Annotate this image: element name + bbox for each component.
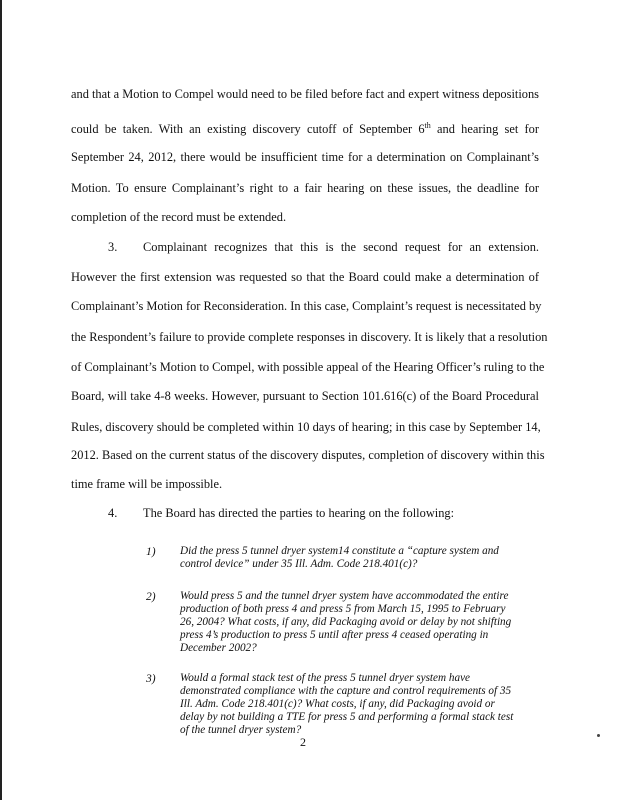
ordinal-suffix: th <box>424 121 431 130</box>
body-line: September 24, 2012, there would be insufficient time for a determination on Complainant’s <box>71 150 539 164</box>
body-line: Motion. To ensure Complainant’s right to a fair hearing on these issues, the deadline for <box>71 181 539 195</box>
question-number: 2) <box>146 591 156 603</box>
question-line: December 2002? <box>180 642 257 654</box>
question-line: Would a formal stack test of the press 5 tunnel dryer system have <box>180 672 471 684</box>
body-line: However the first extension was requested so that the Board could make a determination of <box>71 270 539 284</box>
question-line: Did the press 5 tunnel dryer system14 constitute a “capture system and <box>180 545 499 557</box>
page-number: 2 <box>300 735 306 749</box>
question-line: press 4’s production to press 5 until after press 4 ceased operating in <box>180 629 489 641</box>
question-line: demonstrated compliance with the capture and control requirements of 35 <box>180 685 512 697</box>
question-line: control device” under 35 Ill. Adm. Code 218.401(c)? <box>180 558 418 570</box>
question-number: 3) <box>146 673 156 685</box>
question-line: production of both press 4 and press 5 from March 15, 1995 to February <box>180 603 506 615</box>
body-line: Board, will take 4-8 weeks. However, pursuant to Section 101.616(c) of the Board Procedural <box>71 389 539 403</box>
body-line: time frame will be impossible. <box>71 477 223 491</box>
body-line: the Respondent’s failure to provide complete responses in discovery. It is likely that a resolution <box>71 330 548 344</box>
body-line: and that a Motion to Compel would need to be filed before fact and expert witness depositions <box>71 87 539 101</box>
question-number: 1) <box>146 546 156 558</box>
body-line: Complainant recognizes that this is the second request for an extension. <box>143 240 539 254</box>
question-line: of the tunnel dryer system? <box>180 724 302 736</box>
question-line: Would press 5 and the tunnel dryer system have accommodated the entire <box>180 590 509 602</box>
body-line: could be taken. With an existing discovery cutoff of September 6th and hearing set for <box>71 121 539 137</box>
question-line: delay by not building a TTE for press 5 and performing a formal stack test <box>180 711 514 723</box>
body-line: Rules, discovery should be completed within 10 days of hearing; in this case by September 14, <box>71 420 541 434</box>
body-line: completion of the record must be extended. <box>71 210 287 224</box>
body-line: 2012. Based on the current status of the discovery disputes, completion of discovery within this <box>71 448 545 462</box>
page-edge-rule <box>0 0 2 800</box>
paragraph-number: 4. <box>108 506 118 520</box>
body-line: Complainant’s Motion for Reconsideration. In this case, Complaint’s request is necessitated by <box>71 299 542 313</box>
paragraph-number: 3. <box>108 240 118 254</box>
question-line: 26, 2004? What costs, if any, did Packaging avoid or delay by not shifting <box>180 616 512 628</box>
scan-mark <box>597 734 600 737</box>
body-line: of Complainant’s Motion to Compel, with possible appeal of the Hearing Officer’s ruling to the <box>71 360 545 374</box>
question-line: Ill. Adm. Code 218.401(c)? What costs, if any, did Packaging avoid or <box>180 698 495 710</box>
body-line: The Board has directed the parties to hearing on the following: <box>143 506 455 520</box>
